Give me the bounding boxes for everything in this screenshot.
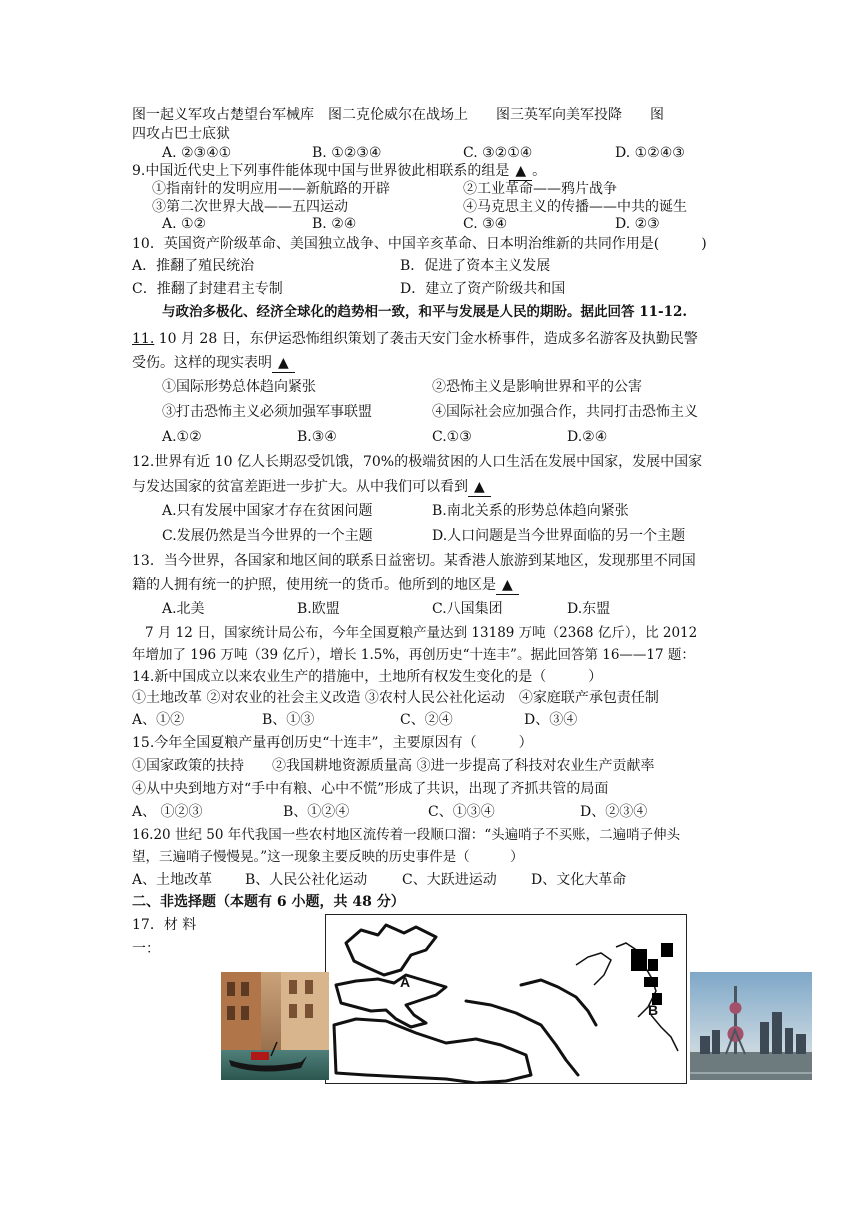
q9-stem bbox=[132, 162, 546, 181]
q11-option-b: B.③④ bbox=[297, 429, 337, 445]
q15-option-c: C、①③④ bbox=[428, 804, 495, 820]
q17-label-line2: 一： bbox=[132, 941, 160, 957]
q13-option-c: C.八国集团 bbox=[432, 601, 503, 617]
q9-option-a: A. ①② bbox=[162, 216, 207, 232]
q14-stem: 14.新中国成立以来农业生产的措施中，土地所有权发生变化的是（ ） bbox=[132, 669, 603, 685]
venice-illustration bbox=[221, 972, 329, 1080]
map-label-b: B bbox=[648, 1002, 659, 1018]
world-map bbox=[325, 914, 687, 1084]
q13-answer-blank: ▲ bbox=[496, 576, 519, 595]
q10-option-a: A．推翻了殖民统治 bbox=[132, 258, 255, 274]
q11-item-2: ②恐怖主义是影响世界和平的公害 bbox=[432, 379, 642, 395]
q9-stem-text: 9.中国近代史上下列事件能体现中国与世界彼此相联系的组是 bbox=[132, 163, 510, 179]
q10-stem: 10．英国资产阶级革命、美国独立战争、中国辛亥革命、日本明治维新的共同作用是( ) bbox=[132, 236, 707, 252]
q16-option-a: A、土地改革 bbox=[132, 872, 213, 888]
q13-option-a: A.北美 bbox=[162, 601, 205, 617]
q12-option-a: A.只有发展中国家才存在贫困问题 bbox=[162, 503, 373, 519]
section-heading: 二、非选择题（本题有 6 小题，共 48 分） bbox=[132, 894, 405, 910]
q8-option-b: B. ①②③④ bbox=[312, 145, 382, 161]
q9-answer-blank: ▲ bbox=[509, 162, 532, 181]
q11-stem-text2: 受伤。这样的现实表明 bbox=[132, 355, 272, 371]
map-label-a: A bbox=[400, 974, 411, 990]
q11-stem-line1 bbox=[132, 330, 698, 348]
q13-option-b: B.欧盟 bbox=[297, 601, 340, 617]
q10-option-b: B．促进了资本主义发展 bbox=[400, 258, 551, 274]
q15-option-a: A、 ①②③ bbox=[132, 804, 203, 820]
q12-stem-line1: 12.世界有近 10 亿人长期忍受饥饿，70%的极端贫困的人口生活在发展中国家，发展中国家 bbox=[132, 454, 703, 470]
q11-item-4: ④国际社会应加强合作，共同打击恐怖主义 bbox=[432, 404, 698, 420]
q9-option-b: B. ②④ bbox=[312, 216, 357, 232]
q11-stem-line2 bbox=[132, 354, 295, 373]
q16-option-d: D、文化大革命 bbox=[531, 872, 627, 888]
q9-item-1: ①指南针的发明应用——新航路的开辟 bbox=[152, 181, 390, 197]
q8-option-a: A. ②③④① bbox=[162, 145, 232, 161]
q14-option-c: C、②④ bbox=[400, 712, 453, 728]
q13-stem-line1: 13．当今世界，各国家和地区间的联系日益密切。某香港人旅游到某地区，发现那里不同国 bbox=[132, 553, 696, 569]
q14-option-b: B、①③ bbox=[262, 712, 315, 728]
q11-answer-blank: ▲ bbox=[272, 354, 295, 373]
q12-option-d: D.人口问题是当今世界面临的另一个主题 bbox=[432, 528, 686, 544]
q12-option-b: B.南北关系的形势总体趋向紧张 bbox=[432, 503, 629, 519]
intro-14-16-line2: 年增加了 196 万吨（39 亿斤），增长 1.5%，再创历史“十连丰”。据此回答第 16——17 题： bbox=[132, 647, 695, 663]
q8-caption-line1: 图一起义军攻占楚望台军械库 图二克伦威尔在战场上 图三英军向美军投降 图 bbox=[132, 107, 664, 123]
q11-option-c: C.①③ bbox=[432, 429, 472, 445]
map-outline bbox=[326, 915, 686, 1083]
q16-option-b: B、人民公社化运动 bbox=[245, 872, 368, 888]
q13-stem-text2: 籍的人拥有统一的护照，使用统一的货币。他所到的地区是 bbox=[132, 577, 496, 593]
q13-option-d: D.东盟 bbox=[567, 601, 611, 617]
q9-item-3: ③第二次世界大战——五四运动 bbox=[152, 199, 348, 215]
q9-option-c: C. ③④ bbox=[463, 216, 508, 232]
q11-item-3: ③打击恐怖主义必须加强军事联盟 bbox=[162, 404, 372, 420]
intro-14-16-line1: 7 月 12 日，国家统计局公布，今年全国夏粮产量达到 13189 万吨（2368 亿斤），比 2012 bbox=[145, 625, 698, 641]
q12-stem-line2 bbox=[132, 478, 491, 497]
q16-stem-line1: 16.20 世纪 50 年代我国一些农村地区流传着一段顺口溜：“头遍哨子不买账，二遍哨子伸头 bbox=[132, 827, 681, 843]
q17-label-line1: 17．材 料 bbox=[132, 917, 197, 933]
shanghai-photo bbox=[690, 972, 812, 1080]
q10-option-c: C．推翻了封建君主专制 bbox=[132, 281, 283, 297]
q8-option-d: D. ①②④③ bbox=[615, 145, 685, 161]
intro-11-12: 与政治多极化、经济全球化的趋势相一致，和平与发展是人民的期盼。据此回答 11-12. bbox=[162, 304, 688, 320]
q14-option-d: D、③④ bbox=[524, 712, 578, 728]
q8-option-c: C. ③②①④ bbox=[463, 145, 533, 161]
q14-option-a: A、①② bbox=[132, 712, 185, 728]
shanghai-illustration bbox=[690, 972, 812, 1080]
q10-option-d: D．建立了资产阶级共和国 bbox=[400, 281, 566, 297]
q11-option-d: D.②④ bbox=[567, 429, 608, 445]
q9-item-4: ④马克思主义的传播——中共的诞生 bbox=[463, 199, 687, 215]
q15-stem: 15.今年全国夏粮产量再创历史“十连丰”，主要原因有（ ） bbox=[132, 735, 533, 751]
q9-stem-tail: 。 bbox=[532, 163, 547, 179]
q16-stem-line2: 望，三遍哨子慢慢晃。”这一现象主要反映的历史事件是（ ） bbox=[132, 849, 524, 865]
q15-items-line2: ④从中央到地方对“手中有粮、心中不慌”形成了共识，出现了齐抓共管的局面 bbox=[132, 781, 609, 797]
q11-item-1: ①国际形势总体趋向紧张 bbox=[162, 379, 316, 395]
venice-photo bbox=[221, 972, 329, 1080]
q15-option-d: D、②③④ bbox=[580, 804, 648, 820]
q15-items-line1: ①国家政策的扶持 ②我国耕地资源质量高 ③进一步提高了科技对农业生产贡献率 bbox=[132, 758, 655, 774]
q11-option-a: A.①② bbox=[162, 429, 202, 445]
q9-option-d: D. ②③ bbox=[615, 216, 660, 232]
q8-caption-line2: 四攻占巴士底狱 bbox=[132, 126, 230, 142]
q11-stem-text: 10 月 28 日，东伊运恐怖组织策划了袭击天安门金水桥事件，造成多名游客及执勤民警 bbox=[154, 331, 698, 347]
q12-option-c: C.发展仍然是当今世界的一个主题 bbox=[162, 528, 373, 544]
q16-option-c: C、大跃进运动 bbox=[402, 872, 497, 888]
q15-option-b: B、①②④ bbox=[283, 804, 350, 820]
q12-stem-text2: 与发达国家的贫富差距进一步扩大。从中我们可以看到 bbox=[132, 479, 468, 495]
q11-number: 11. bbox=[132, 331, 155, 347]
q14-items: ①土地改革 ②对农业的社会主义改造 ③农村人民公社化运动 ④家庭联产承包责任制 bbox=[132, 690, 659, 706]
q12-answer-blank: ▲ bbox=[468, 478, 491, 497]
q13-stem-line2 bbox=[132, 576, 519, 595]
q9-item-2: ②工业革命——鸦片战争 bbox=[463, 181, 617, 197]
